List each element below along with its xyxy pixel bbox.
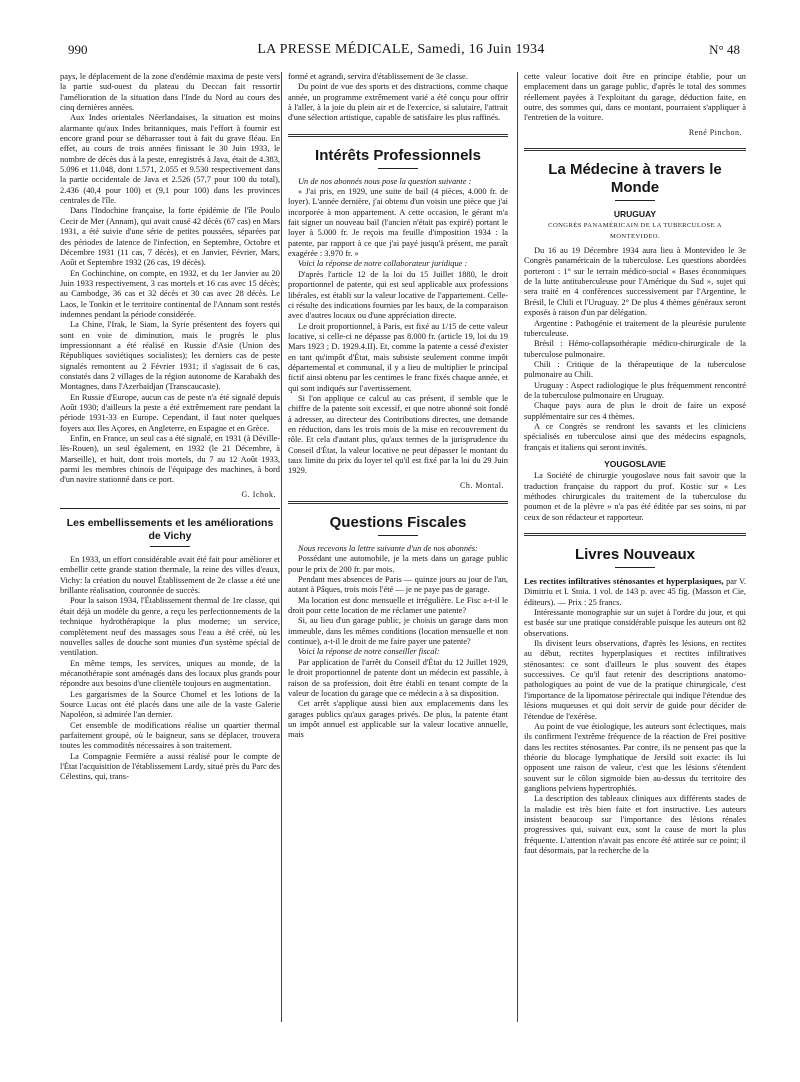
- paragraph: En même temps, les services, uniques au monde, de la mécanothérapie sont aménagés dans des locaux plus grands pour répondre aux besoins d'une clientèle toujours en augmentation.: [60, 658, 280, 689]
- section-divider: [60, 508, 280, 509]
- column-divider: [517, 72, 518, 1022]
- paragraph: Du 16 au 19 Décembre 1934 aura lieu à Montevideo le 3e Congrès panaméricain de la tuberculose. Les questions abordées porteront : 1° sur le terrain médico-social « Bases économiques de la lutte antituberculeuse pour l'Amérique du Sud », sujet qui sera traité en 4 conférences successivement par l'Argentine, le Brésil, le Chili et l'Uruguay. 2° De plus 4 thèmes généraux seront exposés à raison d'un par délégation.: [524, 246, 746, 318]
- heading-rule: [378, 168, 418, 169]
- paragraph: formé et agrandi, servira d'établissement de 3e classe.: [288, 72, 468, 81]
- paragraph: En 1933, un effort considérable avait été fait pour améliorer et embellir cette grande station thermale, la reine des villes d'eaux, Vichy: la création du nouvel Établissement de 2e classe a été une brillante réalisation, couronnée de succès.: [60, 555, 280, 596]
- paragraph: Argentine : Pathogénie et traitement de la pleurésie purulente tuberculeuse.: [524, 318, 746, 338]
- question-text: « J'ai pris, en 1929, une suite de bail (4 pièces, 4.000 fr. de loyer). L'année dernière, j'ai obtenu d'un voisin une pièce que j'ai incorporée à mon appartement. A cette occasion, le gérant m'a fait signer un nouveau bail (l'ancien n'était pas expiré) portant le loyer à 5.000 fr. Je reçois ma feuille d'imposition 1934 : la patente, par rapport à ce que j'ai payé jusqu'à présent, me paraît exagérée : 3.970 fr. »: [288, 187, 508, 259]
- paragraph: Si l'on applique ce calcul au cas présent, il semble que le chiffre de la patente soit excessif, et que notre abonné soit fondé à adresser, au directeur des Contributions directes, une demande en réduction, dans les trois mois de la mise en recouvrement du rôle. Et cela d'autant plus, qu'aux termes de la jurisprudence du Conseil d'État, la valeur locative ne peut dépasser le montant du taux limite du prix du loyer tel qu'il est fixé par la loi du 29 Juin 1929.: [288, 393, 508, 476]
- paragraph: Dans l'Indochine française, la forte épidémie de l'île Poulo Cecir de Mer (Annam), qui avait causé 42 décès (67 cas) en Mars 1931, a été suivie d'une série de petites poussées, séparées par des périodes de latence de l'infection, en Septembre, Octobre et Décembre 1931 (11 cas, 7 décès), et en Janvier, Février, Mars, Août et Septembre 1932 (26 cas, 19 décès).: [60, 206, 280, 268]
- column-divider: [281, 72, 282, 1022]
- paragraph: Chili : Critique de la thérapeutique de la tuberculose pulmonaire au Chili.: [524, 359, 746, 380]
- paragraph: Enfin, en France, un seul cas a été signalé, en 1931 (à Déville-lès-Rouen), un seul également, en 1932 (le 21 Décembre, à Marseille), et huit, dont trois mortels, du 7 au 12 Août 1933, parmi les membres chinois de l'équipage des machines, à bord d'un navire stationné dans ce port.: [60, 434, 280, 485]
- paragraph: Chaque pays aura de plus le droit de faire un exposé supplémentaire sur ces 4 thèmes.: [524, 401, 746, 421]
- paragraph: La Compagnie Fermière a aussi réalisé pour le compte de l'État l'acquisition de l'établissement Lardy, situé près du Parc des Célestins, qui, trans-: [60, 751, 280, 782]
- subheading: CONGRÈS PANAMÉRICAIN DE LA TUBERCULOSE A MONTEVIDEO.: [548, 222, 722, 240]
- heading-rule: [378, 535, 418, 536]
- paragraph: Intéressante monographie sur un sujet à l'ordre du jour, et qui est basée sur une pratique considérable puisque les auteurs ont 82 observations.: [524, 608, 746, 638]
- country-heading: YOUGOSLAVIE: [604, 458, 666, 469]
- heading-rule: [615, 200, 655, 201]
- paragraph: Ils divisent leurs observations, d'après les lésions, en rectites au début, rectites hyperplasiques et rectites infiltratives sténosantes: ce sont d'ailleurs le plus souvent des étapes successives. Ce qu'il faut retenir des descriptions anatomo-pathologiques au point de vue de la pratique chirurgicale, c'est l'importance de la lipomatose périrectale qui indique l'étendue des lésions muqueuses et qui doit servir de guide pour décider de l'étendue de l'exérèse.: [524, 639, 746, 721]
- section-heading: Questions Fiscales: [329, 514, 467, 532]
- page-header: [56, 42, 746, 60]
- author-signature: Ch. Montal.: [460, 480, 504, 490]
- journal-title: LA PRESSE MÉDICALE, Samedi, 16 Juin 1934: [257, 42, 545, 57]
- paragraph: Le droit proportionnel, à Paris, est fixé au 1/15 de cette valeur locative, si celle-ci ne dépasse pas 8.000 fr. (article 19, loi du 19 Mars 1923 ; D. 1929.4.II). Et, comme la patente a cessé d'exister en tant qu'impôt d'État, mais subsiste seulement comme impôt départemental et communal, il y a lieu de multiplier le principal fictif ainsi obtenu par les centimes le franc fixés chaque année, et qui sont indiqués sur l'avertissement.: [288, 321, 508, 393]
- country-heading: URUGUAY: [613, 209, 657, 220]
- column-1: [60, 72, 280, 783]
- question-intro: Nous recevons la lettre suivante d'un de nos abonnés:: [298, 544, 478, 554]
- paragraph: Les gargarismes de la Source Chomel et les lotions de la Source Lucas ont été placés dans une aile de la vaste Galerie Napoléon, si admirée l'an dernier.: [60, 689, 280, 720]
- paragraph: A ce Congrès se rendront les savants et les cliniciens spécialisés en tuberculose ainsi que des médecins espagnols, français et italiens qui seront invités.: [524, 421, 746, 452]
- paragraph: En Cochinchine, on compte, en 1932, et du 1er Janvier au 20 Juin 1933 respectivement, 3 cas mortels et 16 cas avec 15 décès; au Cambodge, 36 cas et 32 décès et 30 cas avec 28 décès. Le Laos, le Tonkin et le territoire continental de l'Annam sont restés indemnes pendant la période considérée.: [60, 268, 280, 319]
- heading-rule: [150, 546, 190, 547]
- section-divider: [524, 533, 746, 536]
- paragraph: Si, au lieu d'un garage public, je choisis un garage dans mon immeuble, dans les mêmes conditions (location mensuelle et non continue), a-t-il le droit de me faire payer une patente?: [288, 616, 508, 647]
- paragraph: Du point de vue des sports et des distractions, comme chaque année, un programme extrêmement varié a été conçu pour offrir à l'aller, à la joie du plein air et de l'exercice, si salutaire, l'attrait d'une sélection artistique, capable de satisfaire les plus raffinés.: [288, 82, 508, 123]
- question-intro: Un de nos abonnés nous pose la question suivante :: [298, 176, 472, 186]
- author-signature: G. Ichok.: [241, 489, 276, 499]
- column-3: [524, 72, 746, 856]
- article-heading: Les embellissements et les améliorations de Vichy: [66, 517, 274, 543]
- author-signature: René Pinchon.: [688, 127, 742, 137]
- paragraph: Brésil : Hémo-collapsothérapie médico-chirurgicale de la tuberculose pulmonaire.: [524, 339, 746, 359]
- issue-number: N° 48: [709, 42, 740, 57]
- paragraph: Par application de l'arrêt du Conseil d'État du 12 Juillet 1929, le droit proportionnel de patente dont un médecin est passible, à raison de sa profession, doit être établi en tenant compte de la valeur de location du garage que ce médecin a à sa disposition.: [288, 657, 508, 698]
- section-heading: La Médecine à travers le Monde: [548, 161, 722, 197]
- paragraph: Pour la saison 1934, l'Établissement thermal de 1re classe, qui était déjà un modèle du genre, a reçu les perfectionnements de la technique hydrothérapique la plus moderne; un service, complètement neuf des massages sous l'eau a été créé, où les nouvelles salles de douche sont munies d'un système spécial de ventilation.: [60, 596, 280, 658]
- page-number: 990: [68, 42, 88, 57]
- paragraph: Aux Indes orientales Néerlandaises, la situation est moins alarmante qu'aux Indes britanniques, mais l'effort à fournir est encore grand pour se débarrasser tout à fait du grave fléau. En effet, au cours de trois années finissant le 30 Juin 1933, le nombre de décès dus à la peste, enregistrés à Java, était de 4.383, 5.096 et 11.048, dont 1.571, 2.055 et 9.530 respectivement dans la partie occidentale de Java et 2.526 (57,7 pour 100 du total), 2.436 (40,4 pour 100) et (9,1 pour 100) dans les provinces centrales de l'île.: [60, 113, 280, 206]
- paragraph: Pendant mes absences de Paris — quinze jours au jour de l'an, autant à Pâques, trois mois l'été — je ne paye pas de garage.: [288, 575, 508, 595]
- paragraph: Au point de vue étiologique, les auteurs sont éclectiques, mais ils confirment l'extrême fréquence de la réaction de Frei positive dans les rectites sténosantes. Par contre, ils ne pensent pas que la théorie du blocage lymphatique de Jersild soit exacte: ils lui opposent une raison de valeur, c'est que les lésions s'étendent souvent sur le côlon sigmoïde bien au-dessus du territoire des ganglions pelviens hypertrophiés.: [524, 721, 746, 793]
- section-divider: [288, 501, 508, 504]
- reply-intro: Voici la réponse de notre conseiller fiscal:: [298, 647, 440, 657]
- section-heading: Intérêts Professionnels: [315, 146, 481, 164]
- book-reference: [524, 576, 746, 608]
- paragraph: Ma location est donc mensuelle et irrégulière. Le Fisc a-t-il le droit pour cette location de me réclamer une patente?: [288, 595, 508, 616]
- paragraph: Uruguay : Aspect radiologique le plus fréquemment rencontré de la tuberculose pulmonaire en Uruguay.: [524, 380, 746, 400]
- paragraph: cette valeur locative doit être en principe établie, pour un emplacement dans un garage public, d'après le total des sommes réellement payées à l'exploitant du garage, déduction faite, en outre, des sommes qui, dans ce montant, pourraient s'appliquer à l'entretien de la voiture.: [524, 72, 746, 123]
- paragraph: La Société de chirurgie yougoslave nous fait savoir que la traduction française du rapport du prof. Kostic sur « Les méthodes chirurgicales du traitement de la tuberculose du poumon et de la plèvre » n'a pas été éditée par ses soins, ni par ceux de son rédacteur et rapporteur.: [524, 471, 746, 522]
- section-divider: [288, 134, 508, 137]
- paragraph: Cet arrêt s'applique aussi bien aux emplacements dans les garages publics qu'aux garages privés. De plus, la patente étant un impôt annuel est applicable sur la valeur locative annuelle, mais: [288, 699, 508, 740]
- paragraph: La Chine, l'Irak, le Siam, la Syrie présentent des foyers qui sont en voie de diminution, mais le progrès le plus impressionnant a été réalisé en Russie d'Asie (Union des Républiques soviétiques socialistes); les derniers cas de peste signalés remontent au 2 Février 1931; il s'agissait de 6 cas, constatés dans 2 villages de la région autonome de Karabakh des Montagnes, dans l'Azerbaïdjan (Transcaucasie).: [60, 320, 280, 392]
- book-title: Les rectites infiltratives sténosantes et hyperplasiques,: [524, 576, 724, 587]
- column-2: [288, 72, 508, 741]
- paragraph: Possédant une automobile, je la mets dans un garage public pour le prix de 200 fr. par mois.: [288, 554, 508, 574]
- book-details: par V. Dimitriu et I. Stoia. 1 vol. de 143 p. avec 45 fig. (Masson et Cie, éditeurs). — Prix : 25 francs.: [524, 577, 747, 607]
- paragraph: D'après l'article 12 de la loi du 15 Juillet 1880, le droit proportionnel de patente, qui est seul applicable aux professions libérales, est établi sur la valeur locative de l'appartement. Celle-ci résulte des indications fournies par les baux, de la comparaison avec d'autres locaux ou d'une appréciation directe.: [288, 269, 508, 321]
- section-divider: [524, 148, 746, 151]
- paragraph: La description des tableaux cliniques aux différents stades de la maladie est très bien faite et fort instructive. Les auteurs insistent beaucoup sur l'importance des lésions rénales progressives qui, suivant eux, sont la cause de mort la plus fréquente. L'attention n'avait pas encore été attirée sur ce point; il faut désormais, par la recherche de la: [524, 794, 746, 855]
- paragraph: Cet ensemble de modifications réalise un quartier thermal parfaitement groupé, où le baigneur, sans se déplacer, trouvera toutes les commodités nécessaires à son traitement.: [60, 720, 280, 751]
- paragraph: En Russie d'Europe, aucun cas de peste n'a été signalé depuis Août 1930; d'ailleurs la peste a été extrêmement rare pendant la période 1931-33 en Europe. Cependant, il faut noter quelques foyers aux Iles Açores, en Angleterre, en Espagne et en Grèce.: [60, 392, 280, 433]
- heading-rule: [615, 567, 655, 568]
- section-heading: Livres Nouveaux: [574, 546, 696, 564]
- reply-intro: Voici la réponse de notre collaborateur juridique :: [298, 259, 468, 269]
- paragraph: pays, le déplacement de la zone d'endémie maxima de peste vers la partie sud-ouest du plateau du Deccan fait ressortir l'amélioration de la situation dans l'Inde du Nord au cours des cinq dernières années.: [60, 72, 280, 113]
